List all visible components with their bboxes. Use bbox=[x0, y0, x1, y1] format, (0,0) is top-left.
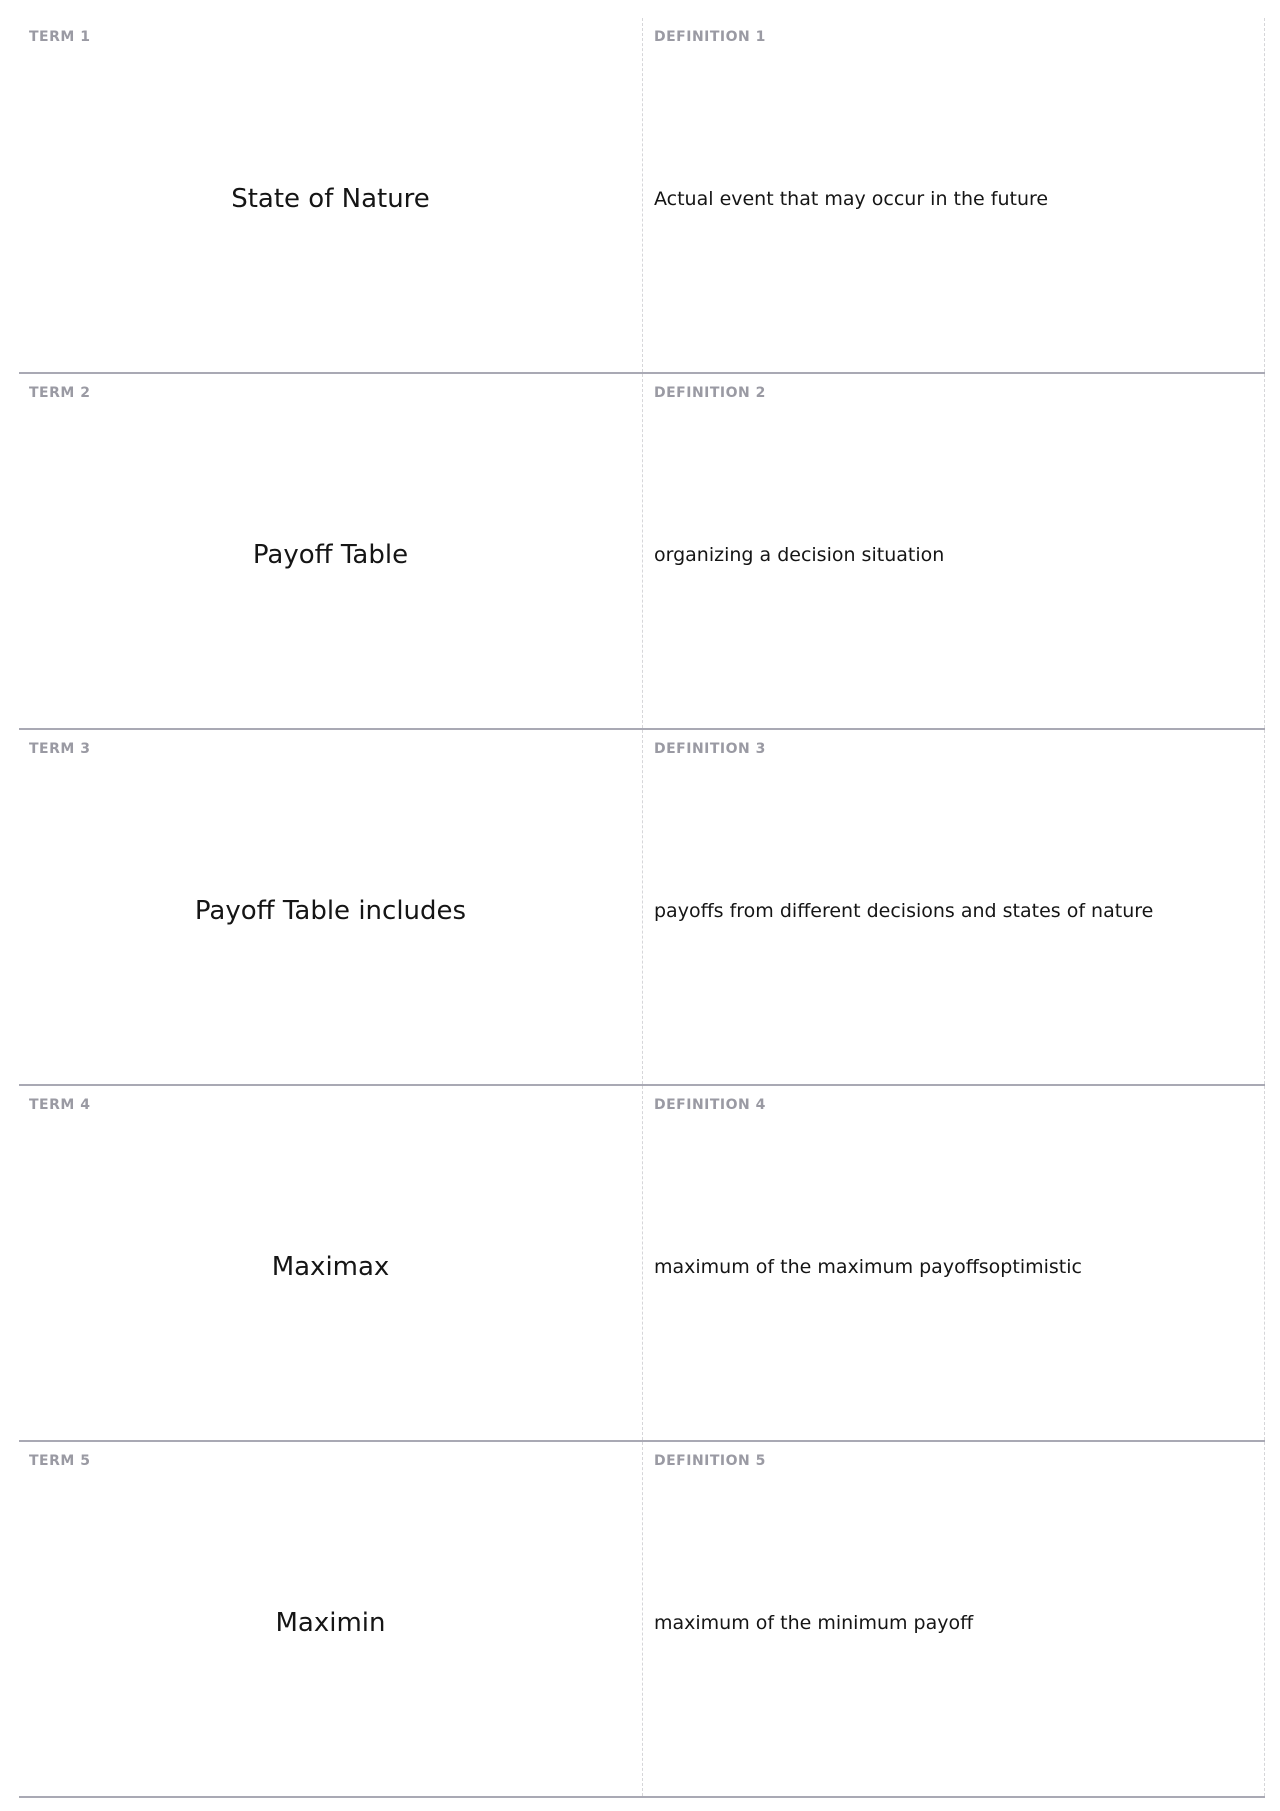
term-label: TERM 5 bbox=[29, 1453, 91, 1469]
term-cell bbox=[19, 1086, 643, 1440]
flashcard-row bbox=[19, 18, 1265, 374]
definition-cell bbox=[643, 1086, 1265, 1440]
term-cell bbox=[19, 1442, 643, 1796]
term-text: Maximax bbox=[271, 1252, 390, 1282]
definition-text: payoffs from different decisions and states of nature bbox=[654, 900, 1154, 922]
definition-label: DEFINITION 3 bbox=[654, 741, 766, 757]
definition-cell bbox=[643, 730, 1265, 1084]
term-text: Maximin bbox=[275, 1608, 386, 1638]
term-label: TERM 4 bbox=[29, 1097, 91, 1113]
definition-label: DEFINITION 5 bbox=[654, 1453, 766, 1469]
flashcard-sheet bbox=[19, 18, 1265, 1798]
definition-label: DEFINITION 4 bbox=[654, 1097, 766, 1113]
flashcard-row bbox=[19, 1086, 1265, 1442]
definition-cell bbox=[643, 18, 1265, 372]
definition-label: DEFINITION 1 bbox=[654, 29, 766, 45]
definition-cell bbox=[643, 374, 1265, 728]
definition-text: Actual event that may occur in the future bbox=[654, 188, 1049, 210]
term-label: TERM 2 bbox=[29, 385, 91, 401]
term-label: TERM 3 bbox=[29, 741, 91, 757]
flashcard-row bbox=[19, 374, 1265, 730]
flashcard-row bbox=[19, 730, 1265, 1086]
flashcard-row bbox=[19, 1442, 1265, 1798]
definition-text: maximum of the minimum payoff bbox=[654, 1612, 974, 1634]
term-text: State of Nature bbox=[231, 184, 430, 214]
definition-cell bbox=[643, 1442, 1265, 1796]
term-label: TERM 1 bbox=[29, 29, 91, 45]
term-text: Payoff Table includes bbox=[194, 896, 467, 926]
definition-text: maximum of the maximum payoffsoptimistic bbox=[654, 1256, 1082, 1278]
definition-label: DEFINITION 2 bbox=[654, 385, 766, 401]
term-text: Payoff Table bbox=[252, 540, 409, 570]
term-cell bbox=[19, 374, 643, 728]
definition-text: organizing a decision situation bbox=[654, 544, 945, 566]
term-cell bbox=[19, 730, 643, 1084]
term-cell bbox=[19, 18, 643, 372]
